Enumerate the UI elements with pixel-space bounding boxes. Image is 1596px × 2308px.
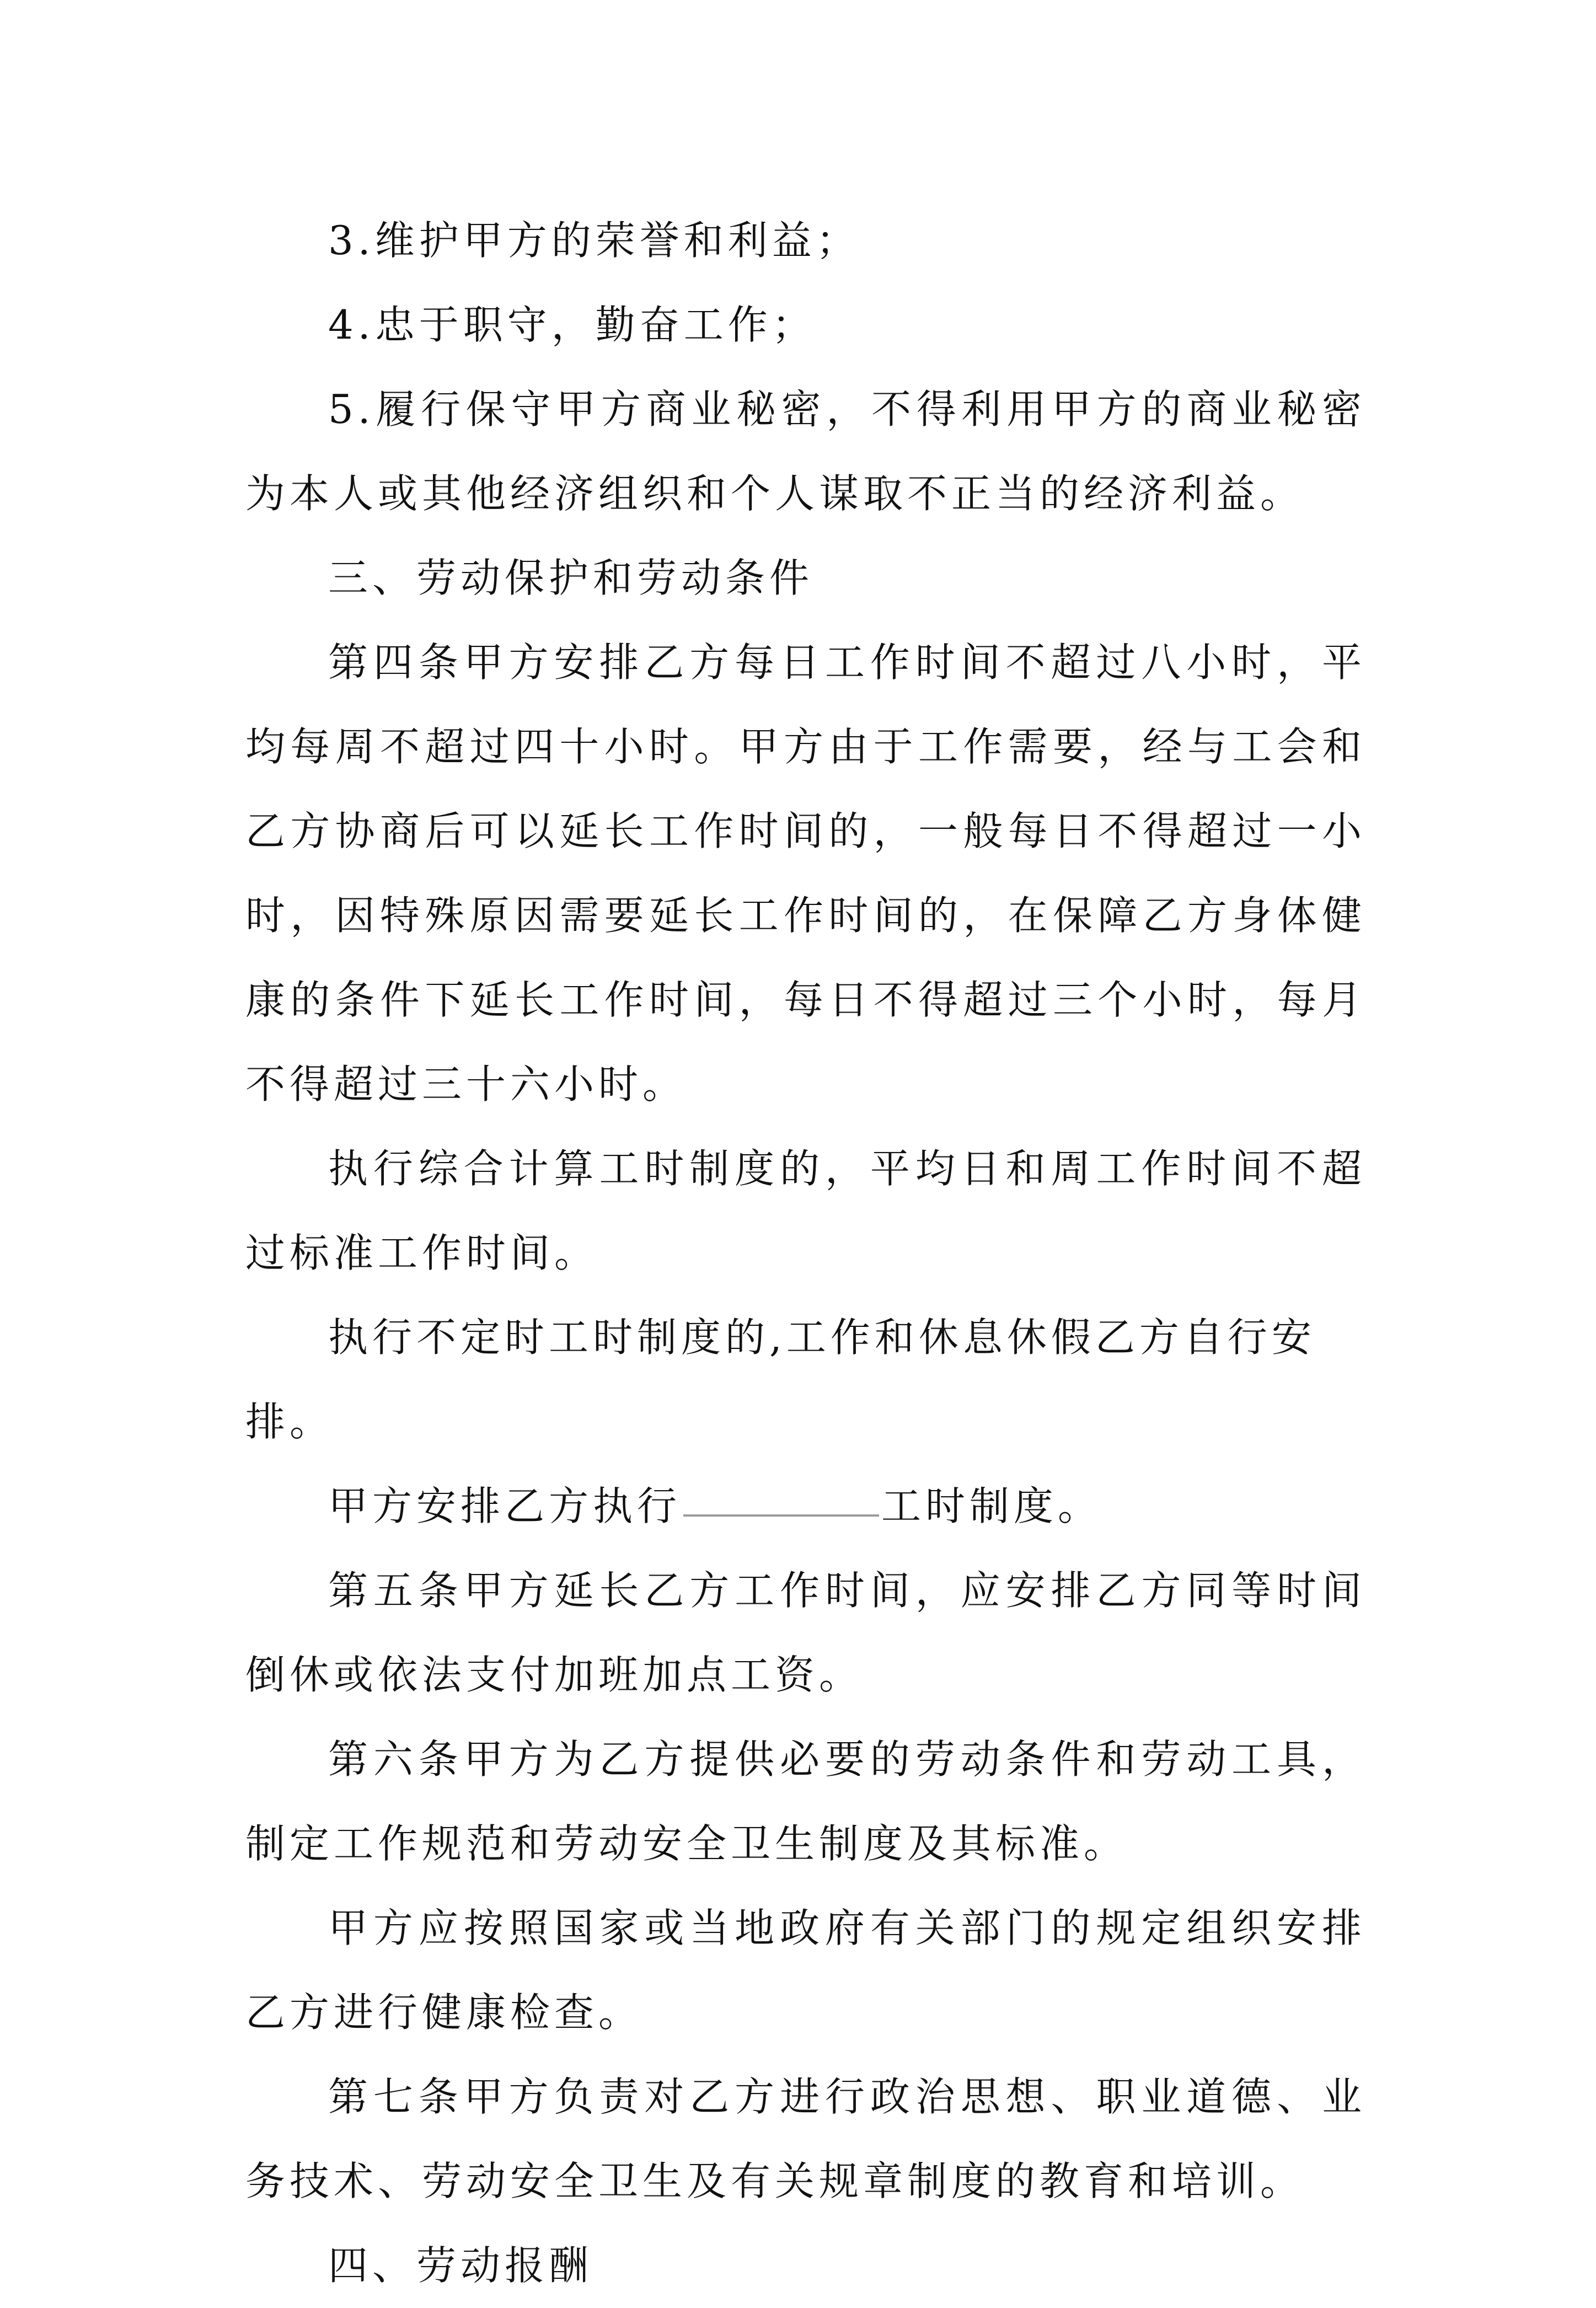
article-6: 第六条甲方为乙方提供必要的劳动条件和劳动工具，制定工作规范和劳动安全卫生制度及其标准。	[245, 1736, 1366, 1867]
working-hours-suffix: 工时制度。	[881, 1483, 1102, 1529]
health-check-paragraph: 甲方应按照国家或当地政府有关部门的规定组织安排乙方进行健康检查。	[245, 1905, 1366, 2036]
clause-4: 4.忠于职守，勤奋工作；	[328, 302, 816, 348]
flexible-hours-paragraph: 执行不定时工时制度的,工作和休息休假乙方自行安排。	[245, 1314, 1316, 1445]
working-hours-system-paragraph	[245, 1464, 1366, 1549]
article-7: 第七条甲方负责对乙方进行政治思想、职业道德、业务技术、劳动安全卫生及有关规章制度的教育和培训。	[245, 2074, 1366, 2204]
section-heading-4: 四、劳动报酬	[328, 2242, 593, 2289]
section-heading-3: 三、劳动保护和劳动条件	[328, 555, 814, 601]
article-4: 第四条甲方安排乙方每日工作时间不超过八小时，平均每周不超过四十小时。甲方由于工作需要，经与工会和乙方协商后可以延长工作时间的，一般每日不得超过一小时，因特殊原因需要延长工作时间的，在保障乙方身体健康的条件下延长工作时间，每日不得超过三个小时，每月不得超过三十六小时。	[245, 639, 1366, 1107]
comprehensive-hours-paragraph: 执行综合计算工时制度的，平均日和周工作时间不超过标准工作时间。	[245, 1145, 1366, 1276]
article-5: 第五条甲方延长乙方工作时间，应安排乙方同等时间倒休或依法支付加班加点工资。	[245, 1567, 1366, 1698]
document-body	[245, 199, 1366, 2308]
clause-5: 5.履行保守甲方商业秘密，不得利用甲方的商业秘密为本人或其他经济组织和个人谋取不正当的经济利益。	[245, 386, 1366, 517]
working-hours-blank	[683, 1514, 879, 1517]
working-hours-prefix: 甲方安排乙方执行	[328, 1483, 682, 1529]
clause-3: 3.维护甲方的荣誉和利益；	[328, 217, 860, 264]
